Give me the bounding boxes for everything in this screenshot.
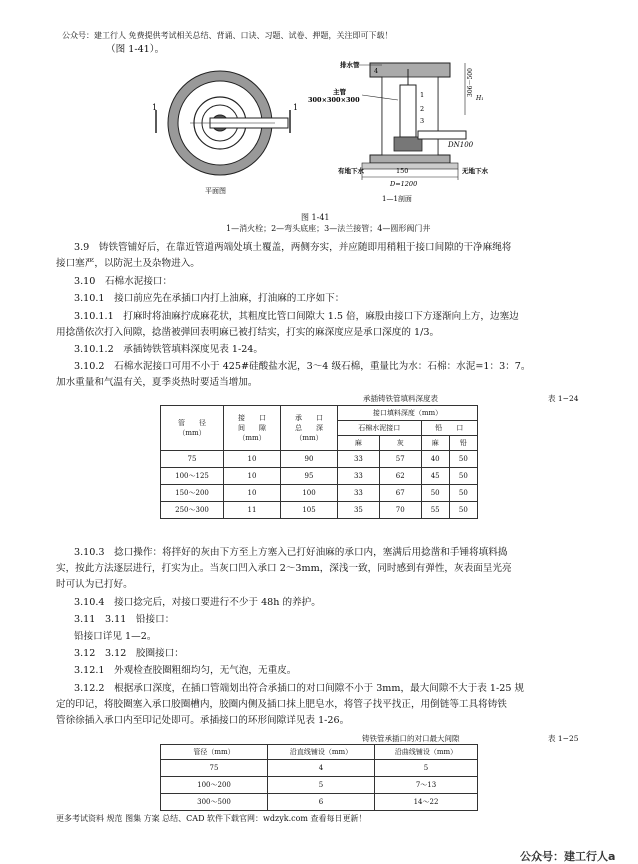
paragraph-3-12-2-line1: 3.12.2 根据承口深度，在插口管端划出符合承插口的对口间隙不小于 3mm，最大间隙不大于表 1-25 规 [74,683,525,694]
table24-cell: 50 [449,485,477,502]
table24-cell: 250～300 [161,502,224,519]
table24-cell: 100～125 [161,468,224,485]
table25-cell: 6 [268,794,375,811]
label-main-size: 300×300×300 [308,96,360,104]
table-24-header-fill: 接口填料深度（mm） [338,406,478,421]
table24-cell: 55 [421,502,449,519]
table-24-header-lead2: 铅 [449,436,477,451]
label-main-pipe: 主管 [333,88,346,96]
paragraph-3-10-1-1-line2: 用捻凿依次打入间隙，捻凿被弹回表明麻已被打结实，打实的麻深度应是承口深度的 1/3。 [56,327,440,338]
table25-row [161,760,478,777]
label-n3: 3 [420,117,425,125]
figure-1-41 [150,55,530,210]
paragraph-3-12-2-line2: 定的印记，将胶圈塞入承口胶圈槽内，胶圈内侧及插口抹上肥皂水，将管子找平找正，用倒链等工具将铸铁 [56,699,507,710]
table25-cell: 5 [268,777,375,794]
table25-cell: 14～22 [375,794,478,811]
table-24-number: 表 1−24 [548,394,579,403]
table-24-sock-3: （mm） [295,434,323,442]
label-dn100: DN100 [448,141,474,149]
table24-cell: 70 [379,502,421,519]
paragraph-3-10-1: 3.10.1 接口前应先在承插口内打上油麻，打油麻的工序如下： [74,293,345,304]
table24-cell: 50 [449,468,477,485]
table-24-gap-3: （mm） [238,434,266,442]
table-24-header-lead: 铅 口 [421,421,477,436]
dim-150: 150 [396,167,409,175]
table25-cell: 75 [161,760,268,777]
table-24-gap-2: 间 隙 [238,424,266,432]
table24-row [161,485,478,502]
label-n1: 1 [420,91,425,99]
watermark: 公众号：建工行人a [520,850,616,863]
label-n4: 4 [374,67,379,75]
paragraph-3-10-3-line3: 时可认为已打好。 [56,579,133,590]
table24-cell: 75 [161,451,224,468]
label-without-groundwater: 无地下水 [462,167,488,175]
dim-height-h1: H₁ [476,95,484,102]
dim-height: 306～500 [467,68,474,97]
table-24-header-hemp2: 麻 [421,436,449,451]
table24-cell: 11 [224,502,281,519]
plan-label: 平面图 [205,187,226,195]
table24-cell: 67 [379,485,421,502]
table-24-sock-2: 总 深 [295,424,323,432]
table24-cell: 62 [379,468,421,485]
paragraph-3-10-1-1-line1: 3.10.1.1 打麻时将油麻拧成麻花状，其粗度比管口间隙大 1.5 倍，麻股由接口下方逐渐向上方，边塞边 [74,311,519,322]
label-drain-pipe: 排水管 [340,61,360,69]
table24-cell: 33 [338,451,380,468]
paragraph-3-10-3-line1: 3.10.3 捻口操作：将拌好的灰由下方至上方塞入已打好油麻的承口内，塞满后用捻凿和手锤将填料捣 [74,547,508,558]
table24-cell: 33 [338,485,380,502]
footer-note: 更多考试资料 规范 图集 方案 总结、CAD 软件下载官网：wdzyk.com 查看每日更新！ [56,814,367,823]
table-24-body [161,451,478,519]
heading-3-10: 3.10 石棉水泥接口： [74,276,173,287]
table24-cell: 50 [449,451,477,468]
table-24-header-gap [224,406,281,451]
section-label: 1—1剖面 [382,195,412,203]
section-view-drawing [358,63,466,180]
table25-cell: 5 [375,760,478,777]
table24-cell: 150～200 [161,485,224,502]
label-with-groundwater: 有地下水 [338,167,364,175]
table-24-header-diameter [161,406,224,451]
paragraph-3-10-2-line1: 3.10.2 石棉水泥接口可用不小于 425#硅酸盐水泥，3～4 级石棉，重量比为水：石棉：水泥=1：3：7。 [74,361,531,372]
table-24-title: 承插铸铁管填料深度表 [363,394,438,403]
table-25-title: 铸铁管承插口的对口最大间隙 [362,734,460,743]
paragraph-3-12-1: 3.12.1 外观检查胶圈粗细均匀，无气泡，无重皮。 [74,665,297,676]
table24-row [161,468,478,485]
table24-cell: 57 [379,451,421,468]
paragraph-3-10-4: 3.10.4 接口捻完后，对接口要进行不少于 48h 的养护。 [74,597,321,608]
plan-view-drawing [156,71,290,175]
table-24-header-asbestos: 石棉水泥接口 [338,421,422,436]
paragraph-3-12-2-line3: 管徐徐插入承口内至印记处即可。承插接口的环形间隙详见表 1-26。 [56,715,350,726]
table24-cell: 10 [224,451,281,468]
paragraph-3-10-3-line2: 实，按此方法逐层进行，打实为止。当灰口凹入承口 2～3mm，深浅一致，同时感到有弹性，灰表面呈光亮 [56,563,512,574]
table-24-diam-unit: （mm） [178,429,206,437]
section-mark-right: 1 [293,103,299,112]
table-24-header-socket [281,406,338,451]
table24-cell: 35 [338,502,380,519]
paragraph-3-9-line1: 3.9 铸铁管铺好后，在靠近管道两端处填土覆盖，两侧夯实，并应随即用稍粗于接口间隙的干净麻绳将 [74,242,512,253]
figure-reference: （图 1-41）。 [106,44,165,55]
table-24-header-ash: 灰 [379,436,421,451]
table25-cell: 7～13 [375,777,478,794]
figure-caption: 1—消火栓；2—弯头底座；3—法兰接管；4—圆形阀门井 [226,224,431,233]
table-24 [160,405,478,519]
paragraph-3-11: 铅接口详见 1—2。 [74,631,157,642]
table25-cell: 4 [268,760,375,777]
table-25-number: 表 1−25 [548,734,579,743]
table24-row [161,502,478,519]
heading-3-11: 3.11 3.11 铅接口： [74,614,175,625]
paragraph-3-9-line2: 接口塞严，以防泥土及杂物进入。 [56,258,200,269]
table24-cell: 50 [449,502,477,519]
table-25-header-diameter: 管径（mm） [161,745,268,760]
table24-cell: 45 [421,468,449,485]
table24-cell: 100 [281,485,338,502]
figure-title: 图 1-41 [301,213,330,222]
table24-cell: 10 [224,485,281,502]
table-24-diam-label: 管 径 [178,419,206,427]
table24-cell: 50 [421,485,449,502]
table-24-sock-1: 承 口 [295,414,323,422]
table25-row [161,777,478,794]
table25-row [161,794,478,811]
dim-diameter: D=1200 [390,180,418,188]
table-24-gap-1: 接 口 [238,414,266,422]
table-25 [160,744,478,811]
paragraph-3-10-2-line2: 加水重量和气温有关，夏季炎热时要适当增加。 [56,377,258,388]
table24-cell: 10 [224,468,281,485]
table24-cell: 90 [281,451,338,468]
table25-cell: 300～500 [161,794,268,811]
table24-cell: 105 [281,502,338,519]
header-note: 公众号：建工行人 免费提供考试相关总结、背诵、口诀、习题、试卷、押题，关注即可下载！ [62,31,393,40]
table24-cell: 95 [281,468,338,485]
table-25-body [161,760,478,811]
heading-3-12: 3.12 3.12 胶圈接口： [74,648,184,659]
label-n2: 2 [420,105,425,113]
table24-cell: 33 [338,468,380,485]
table24-cell: 40 [421,451,449,468]
table24-row [161,451,478,468]
table-24-header-hemp: 麻 [338,436,380,451]
table-25-header-curve: 沿曲线铺设（mm） [375,745,478,760]
section-mark-left: 1 [152,103,158,112]
table-25-header-straight: 沿直线铺设（mm） [268,745,375,760]
table25-cell: 100～200 [161,777,268,794]
paragraph-3-10-1-2: 3.10.1.2 承插铸铁管填料深度见表 1-24。 [74,344,263,355]
